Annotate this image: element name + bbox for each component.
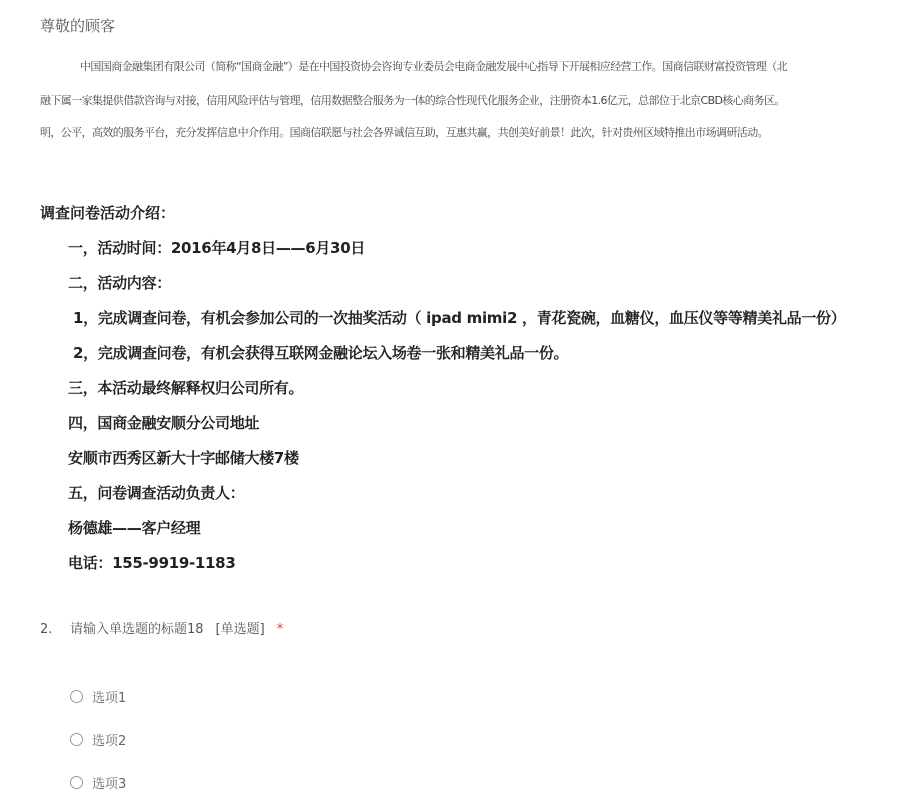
intro-paragraph-line-3: 明，公平，高效的服务平台，充分发挥信息中介作用。国商信联愿与社会各界诚信互助，互惠共赢，共创美好前景！此次，针对贵州区域特推出市场调研活动。: [40, 126, 768, 139]
radio-option-1[interactable]: [70, 686, 126, 706]
activity-item-2: 2，完成调查问卷，有机会获得互联网金融论坛入场卷一张和精美礼品一份。: [73, 344, 569, 362]
intro-paragraph-line-1: 中国国商金融集团有限公司（简称“国商金融”）是在中国投资协会咨询专业委员会电商金融发展中心指导下开展相应经营工作。国商信联财富投资管理（北: [80, 60, 787, 73]
activity-phone: 电话：155-9919-1183: [68, 554, 236, 572]
question-title: 请输入单选题的标题18: [70, 622, 204, 637]
radio-circle-icon[interactable]: [70, 776, 83, 789]
activity-rights: 三，本活动最终解释权归公司所有。: [68, 379, 304, 397]
activity-time: 一，活动时间：2016年4月8日——6月30日: [68, 239, 366, 257]
required-mark: *: [276, 622, 284, 637]
radio-option-2[interactable]: [70, 729, 126, 749]
activity-contact-label: 五，问卷调查活动负责人：: [68, 484, 245, 502]
radio-circle-icon[interactable]: [70, 690, 83, 703]
question-type: [单选题]: [215, 622, 265, 637]
activity-section-title: 调查问卷活动介绍：: [40, 204, 176, 222]
radio-option-label: 选项1: [92, 690, 127, 706]
radio-option-3[interactable]: [70, 772, 126, 792]
radio-option-label: 选项2: [92, 733, 127, 749]
greeting-text: 尊敬的顾客: [40, 17, 116, 35]
activity-address-label: 四，国商金融安顺分公司地址: [68, 414, 260, 432]
activity-content-label: 二，活动内容：: [68, 274, 171, 292]
activity-contact: 杨德雄——客户经理: [68, 519, 201, 537]
intro-paragraph-line-2: 融下属一家集提供借款咨询与对接，信用风险评估与管理，信用数据整合服务为一体的综合性现代化服务企业，注册资本1.6亿元，总部位于北京CBD核心商务区。: [40, 94, 785, 107]
radio-circle-icon[interactable]: [70, 733, 83, 746]
activity-item-1: 1，完成调查问卷，有机会参加公司的一次抽奖活动（ ipad mimi2 ，青花瓷碗，血糖仪，血压仪等等精美礼品一份）: [73, 309, 846, 327]
question-header: [40, 618, 283, 637]
question-number: 2.: [40, 622, 53, 637]
radio-option-label: 选项3: [92, 776, 127, 792]
activity-address: 安顺市西秀区新大十字邮储大楼7楼: [68, 449, 299, 467]
